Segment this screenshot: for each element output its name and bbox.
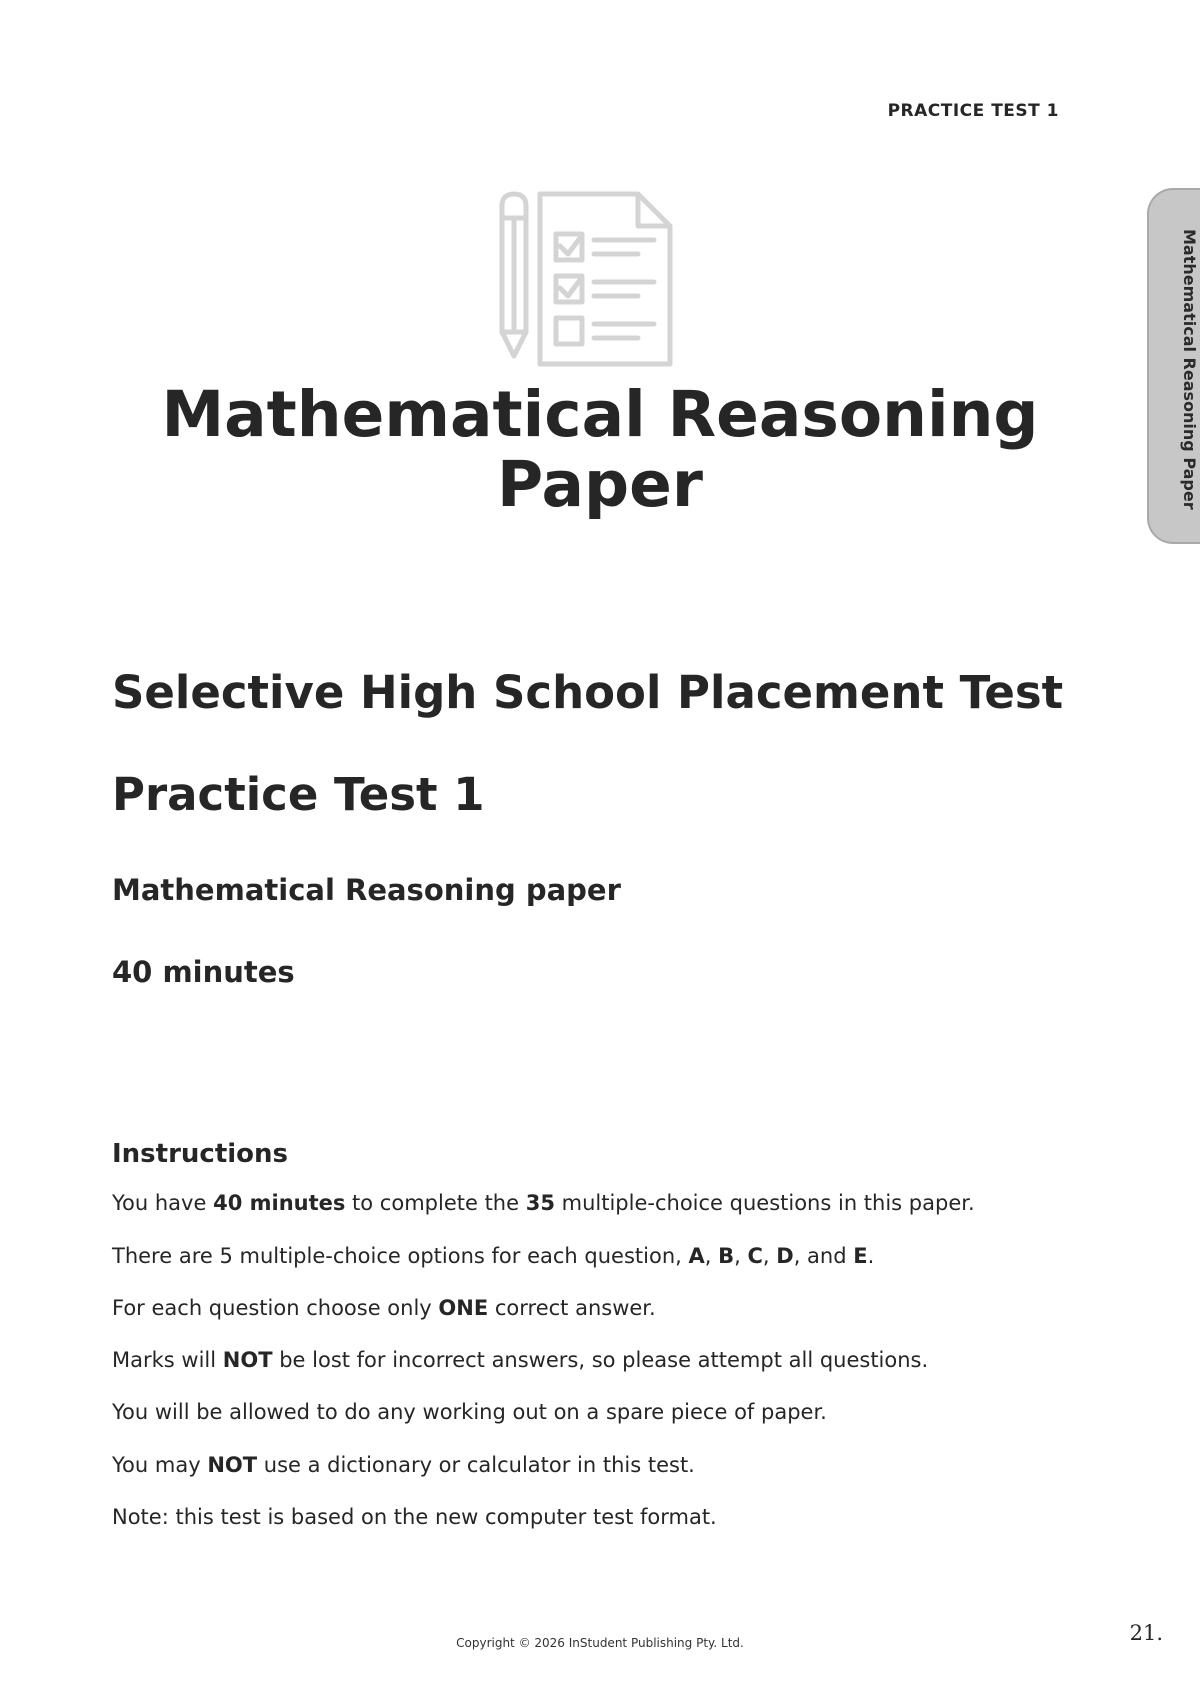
- running-head: PRACTICE TEST 1: [887, 101, 1059, 121]
- instruction-line: You have 40 minutes to complete the 35 multiple-choice questions in this paper.: [112, 1191, 975, 1215]
- instruction-line: There are 5 multiple-choice options for each question, A, B, C, D, and E.: [112, 1244, 875, 1268]
- paper-name: Mathematical Reasoning paper: [112, 873, 621, 907]
- duration: 40 minutes: [112, 955, 295, 989]
- copyright-notice: Copyright © 2026 InStudent Publishing Pty. Ltd.: [456, 1636, 744, 1650]
- main-title-line2: Paper: [497, 448, 703, 521]
- side-tab-label: Mathematical Reasoning Paper: [1180, 229, 1199, 510]
- instruction-line: For each question choose only ONE correct answer.: [112, 1296, 656, 1320]
- practice-test-title: Practice Test 1: [112, 768, 485, 821]
- instruction-line: You will be allowed to do any working out on a spare piece of paper.: [112, 1400, 827, 1424]
- instruction-line: Note: this test is based on the new computer test format.: [112, 1505, 717, 1529]
- test-paper-checklist-icon: [498, 190, 680, 368]
- test-subtitle: Selective High School Placement Test: [112, 666, 1064, 719]
- main-title-line1: Mathematical Reasoning: [161, 378, 1039, 451]
- main-title: [100, 380, 1100, 520]
- page-number: 21.: [1129, 1621, 1163, 1645]
- instructions-heading: Instructions: [112, 1139, 289, 1169]
- instruction-line: You may NOT use a dictionary or calculator in this test.: [112, 1453, 695, 1477]
- instruction-line: Marks will NOT be lost for incorrect answers, so please attempt all questions.: [112, 1348, 929, 1372]
